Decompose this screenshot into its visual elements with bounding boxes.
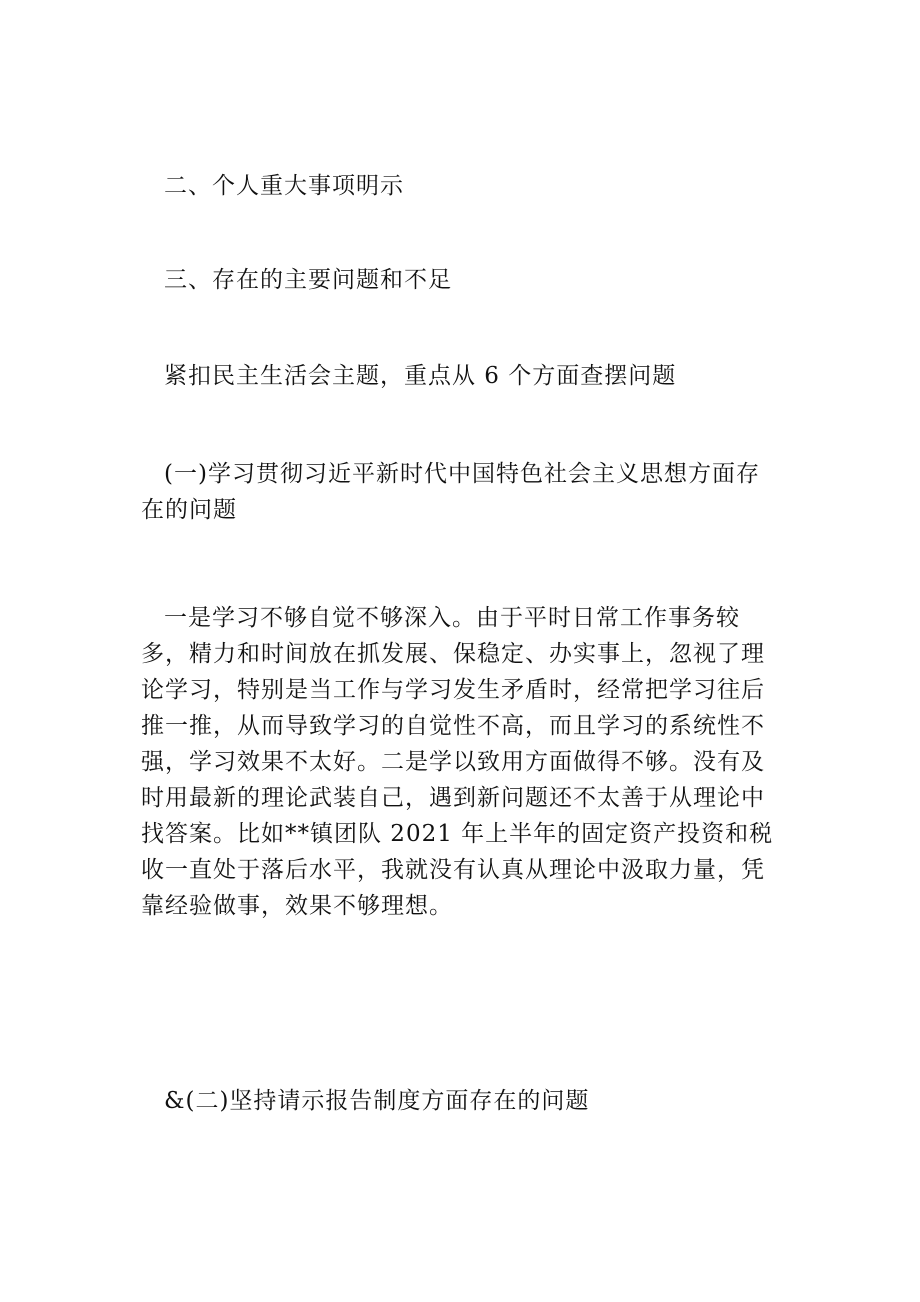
- section-1-title: (一)学习贯彻习近平新时代中国特色社会主义思想方面存在的问题: [141, 461, 760, 523]
- heading-main-problems: 三、存在的主要问题和不足: [164, 267, 452, 293]
- section-1-body: 一是学习不够自觉不够深入。由于平时日常工作事务较多，精力和时间放在抓发展、保稳定、办实事上，忽视了理论学习，特别是当工作与学习发生矛盾时，经常把学习往后推一推，从而导致学习的自觉性不高，而且学习的系统性不强，学习效果不太好。二是学以致用方面做得不够。没有及时用最新的理论武装自己，遇到新问题还不太善于从理论中找答案。比如**镇团队 2021 年上半年的固定资产投资和税收一直处于落后水平，我就没有认真从理论中汲取力量，凭靠经验做事，效果不够理想。: [141, 605, 774, 919]
- heading-personal-matters: 二、个人重大事项明示: [164, 173, 404, 199]
- section-2-title: &(二)坚持请示报告制度方面存在的问题: [164, 1088, 590, 1114]
- intro-paragraph: 紧扣民主生活会主题，重点从 6 个方面查摆问题: [164, 363, 677, 389]
